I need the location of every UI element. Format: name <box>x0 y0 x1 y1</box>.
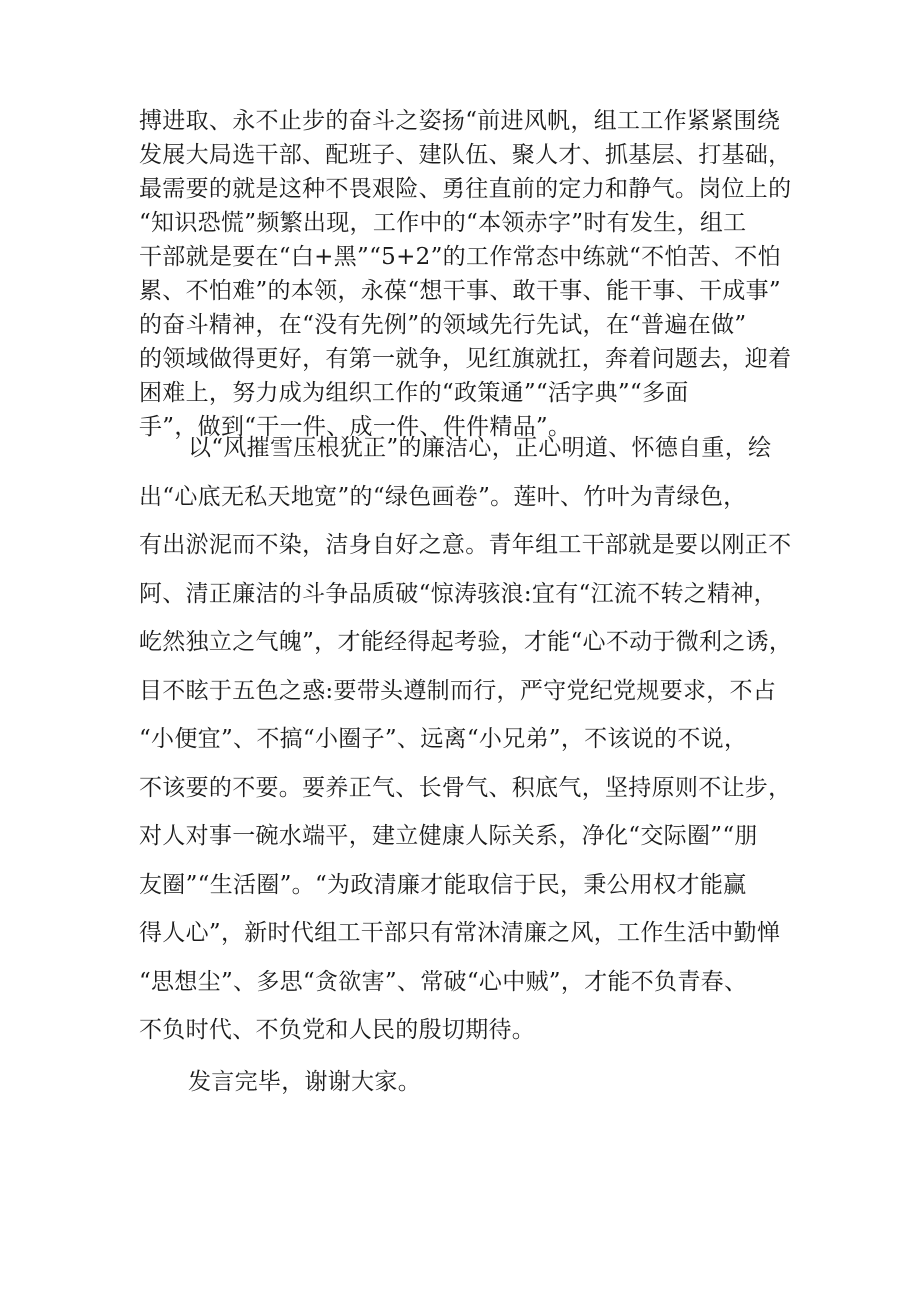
text-line: 屹然独立之气魄”，才能经得起考验，才能“心不动于微利之诱， <box>139 629 793 655</box>
text-line: 有出淤泥而不染，洁身自好之意。青年组工干部就是要以刚正不 <box>139 532 792 558</box>
text-line: 手”，做到“干一件、成一件、件件精品”。 <box>139 414 572 440</box>
text-line: 对人对事一碗水端平，建立健康人际关系，净化“交际圈”“朋 <box>139 823 758 849</box>
text-line: 出“心底无私天地宽”的“绿色画卷”。莲叶、竹叶为青绿色， <box>139 483 747 510</box>
text-line: 搏进取、永不止步的奋斗之姿扬“前进风帆，组工工作紧紧围绕 <box>139 108 781 134</box>
text-line: 的领域做得更好，有第一就争，见红旗就扛，奔着问题去，迎着 <box>139 346 792 372</box>
text-line-first: 以“风摧雪压根犹正”的廉洁心，正心明道、怀德自重，绘 <box>188 435 772 461</box>
text-line: “小便宜”、不搞“小圈子”、远离“小兄弟”，不该说的不说， <box>139 726 748 752</box>
text-line: 阿、清正廉洁的斗争品质破“惊涛骇浪:宜有“江流不转之精神， <box>139 580 777 607</box>
text-line: 的奋斗精神，在“没有先例”的领域先行先试，在“普遍在做” <box>139 312 747 338</box>
text-line: “思想尘”、多思“贪欲害”、常破“心中贼”，才能不负青春、 <box>139 968 748 995</box>
paragraph-integrity <box>139 424 793 1055</box>
paragraph-closing <box>139 1058 789 1106</box>
text-line-first: 发言完毕，谢谢大家。 <box>188 1069 421 1095</box>
text-line: 友圈”“生活圈”。“为政清廉才能取信于民，秉公用权才能赢 <box>139 871 747 898</box>
paragraph-struggle <box>139 104 792 444</box>
text-line: 得人心”，新时代组工干部只有常沐清廉之风，工作生活中勤惮 <box>139 920 781 946</box>
text-line: 发展大局选干部、配班子、建队伍、聚人才、抓基层、打基础， <box>139 142 792 168</box>
text-line: 不负时代、不负党和人民的殷切期待。 <box>139 1017 536 1043</box>
text-line: 不该要的不要。要养正气、长骨气、积底气，坚持原则不让步， <box>139 774 792 801</box>
text-line: 最需要的就是这种不畏艰险、勇往直前的定力和静气。岗位上的 <box>139 176 792 202</box>
text-line: 干部就是要在“白+黑”“5+2”的工作常态中练就“不怕苦、不怕 <box>139 244 781 270</box>
text-line: “知识恐慌”频繁出现，工作中的“本领赤字”时有发生，组工 <box>139 210 747 236</box>
text-line: 目不眩于五色之惑:要带头遵制而行，严守党纪党规要求，不占 <box>139 677 777 704</box>
text-line: 累、不怕难”的本领，永葆“想干事、敢干事、能干事、干成事” <box>139 278 781 304</box>
text-line: 困难上，努力成为组织工作的“政策通”“活字典”“多面 <box>139 380 689 406</box>
